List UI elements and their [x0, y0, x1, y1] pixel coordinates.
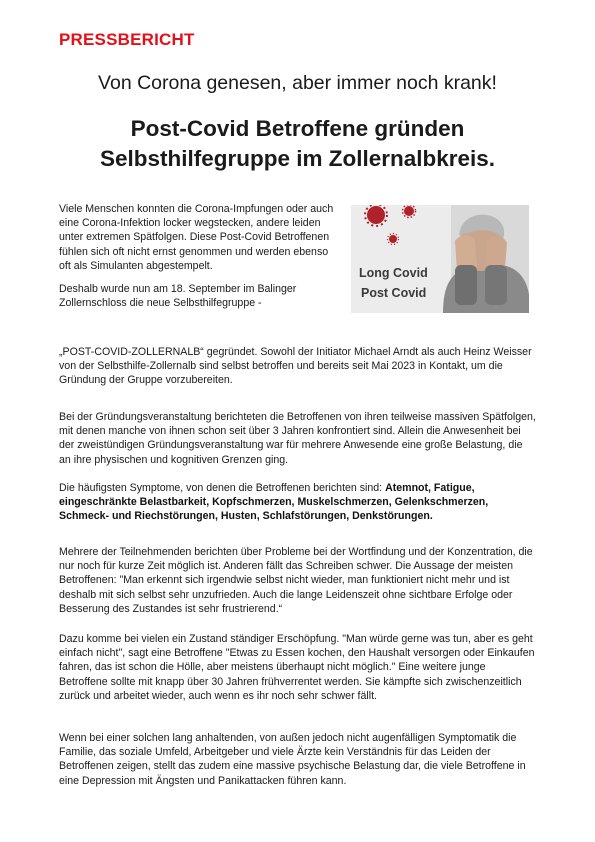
body-paragraph-2 [59, 410, 537, 467]
title-line-2: Selbsthilfegruppe im Zollernalbkreis. [99, 146, 496, 171]
title-line-1: Post-Covid Betroffene gründen [130, 116, 465, 141]
symptoms-lead: Die häufigsten Symptome, von denen die Betroffenen berichten sind: [59, 482, 386, 494]
symptoms-paragraph [59, 481, 537, 524]
intro-paragraph-2: Deshalb wurde nun am 18. September im Balinger Zollernschloss die neue Selbsthilfegruppe - [59, 283, 297, 310]
long-covid-photo [351, 205, 529, 313]
intro-paragraph-1: Viele Menschen konnten die Corona-Impfungen oder auch eine Corona-Infektion locker wegstecken, andere leiden unter extremen Spätfolgen. Diese Post-Covid Betroffenen fühlen sich oft nicht ernst genommen und werden ebenso oft als Simulanten abgestempelt. [59, 203, 334, 272]
body-paragraph-5 [59, 632, 537, 703]
page-title [40, 114, 555, 174]
paragraph-text: „POST-COVID-ZOLLERNALB“ gegründet. Sowohl der Initiator Michael Arndt als auch Heinz Weisser von der Selbsthilfe-Zollernalb sind selbst betroffen und bereits seit Mai 2023 in Kontakt, um die Gründung der Gruppe vorzubereiten. [59, 346, 532, 387]
image-caption-post-covid: Post Covid [361, 286, 427, 300]
paragraph-text: Bei der Gründungsveranstaltung berichteten die Betroffenen von ihren teilweise massiven Spätfolgen, mit denen manche von ihnen schon seit über 3 Jahren konfrontiert sind. Allein die Anwesenheit bei der zweistündigen Gründungsveranstaltung war für mehrere Anwesende eine große Belastung, die an ihre physischen und kognitiven Grenzen ging. [59, 411, 536, 466]
paragraph-text [59, 481, 537, 524]
paragraph-text: Dazu komme bei vielen ein Zustand ständiger Erschöpfung. "Man würde gerne was tun, aber es geht einfach nicht", sagt eine Betroffene "Etwas zu Essen kochen, den Haushalt versorgen oder Einkaufen fahren, das ist schon die Hölle, aber meistens überhaupt nicht möglich." Eine weitere junge Betroffene sollte mit knapp über 30 Jahren frühverrentet werden. Sie kämpfte sich zwischenzeitlich zurück und arbeitet wieder, auch wenn es ihr noch sehr schwer fällt. [59, 633, 535, 702]
subtitle: Von Corona genesen, aber immer noch krank! [98, 72, 497, 94]
body-paragraph-6 [59, 731, 537, 788]
paragraph-text: Wenn bei einer solchen lang anhaltenden, von außen jedoch nicht augenfälligen Symptomatik die Familie, das soziale Umfeld, Arbeitgeber und viele Ärzte kein Verständnis für das Leiden der Betroffenen zeigen, stellt das zudem eine massive psychische Belastung dar, die viele Betroffene in eine Depression mit Ängsten und Panikattacken führen kann. [59, 732, 526, 787]
body-paragraph-1 [59, 345, 537, 388]
symptoms-list: Atemnot, Fatigue, eingeschränkte Belastbarkeit, Kopfschmerzen, Muskelschmerzen, Gelenkschmerzen, Schmeck- und Riechstörungen, Husten, Schlafstörungen, Denkstörungen. [59, 482, 489, 523]
body-paragraph-4 [59, 545, 537, 616]
image-caption-long-covid: Long Covid [359, 266, 428, 280]
press-release-label: PRESSBERICHT [59, 30, 195, 49]
paragraph-text: Mehrere der Teilnehmenden berichten über Probleme bei der Wortfindung und der Konzentration, die nur noch für kurze Zeit möglich ist. Anderen fällt das Schreiben schwer. Die Aussage der meisten Betroffenen: "Man erkennt sich irgendwie selbst nicht wieder, man funktioniert nicht mehr und ist deshalb mit sich selbst sehr unzufrieden. Auch die lange Leidenszeit ohne sichtbare Erfolge oder Besserung des Zustandes ist sehr frustrierend.“ [59, 546, 533, 615]
intro-column [59, 202, 339, 319]
